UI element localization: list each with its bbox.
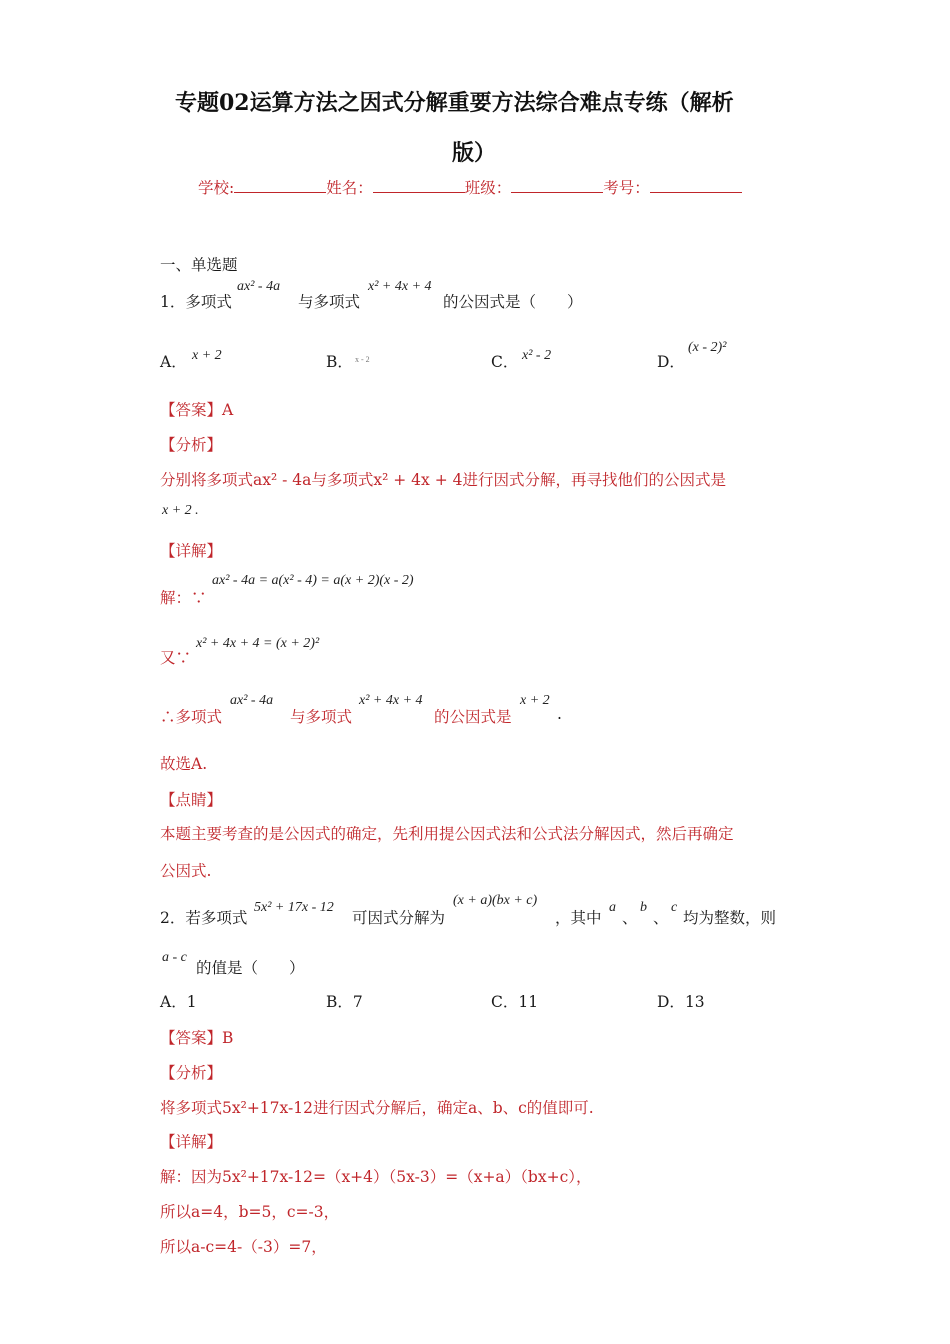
school-blank[interactable] <box>234 178 326 193</box>
q2-option-d[interactable] <box>657 990 705 1012</box>
q2-detail-line3: 所以a-c=4-（-3）=7， <box>160 1238 327 1256</box>
q1-detail-line3-poly1: ax² - 4a <box>230 693 274 708</box>
q1-detail-line3-result: x + 2 <box>520 693 550 708</box>
q2-factored: (x + a)(bx + c) <box>453 893 538 908</box>
q2-option-a[interactable] <box>160 990 197 1012</box>
q2-option-c[interactable] <box>491 990 538 1012</box>
q1-poly1: ax² - 4a <box>237 279 281 294</box>
q1-detail-line1-prefix: 解：∵ <box>160 589 207 607</box>
q2-analysis-line: 将多项式5x²+17x-12进行因式分解后，确定a、b、c的值即可. <box>160 1099 594 1117</box>
page-title-line2: 版） <box>452 140 497 166</box>
q2-sep2: 、 <box>653 909 669 927</box>
q2-option-a-value: 1 <box>186 993 197 1011</box>
q2-var-a: a <box>609 900 616 915</box>
q1-detail-line3-suffix: 的公因式是 <box>434 708 512 726</box>
q1-conclusion: 故选A. <box>160 755 208 773</box>
q1-detail-line1-math: ax² - 4a = a(x² - 4) = a(x + 2)(x - 2) <box>212 573 414 588</box>
q1-detail-line3-prefix: ∴多项式 <box>160 708 223 726</box>
q1-option-a-value: x + 2 <box>192 348 222 363</box>
exam-no-blank[interactable] <box>650 178 742 193</box>
q1-option-b-label[interactable]: B． <box>326 353 353 371</box>
q2-option-c-label: C． <box>491 993 519 1011</box>
q2-option-b-label: B． <box>326 993 353 1011</box>
q2-detail-tag: 【详解】 <box>160 1133 223 1151</box>
q2-option-b-value: 7 <box>352 993 363 1011</box>
q1-analysis-line2: x + 2 . <box>162 503 199 518</box>
q2-stem-mid: 可因式分解为 <box>352 909 446 927</box>
q1-answer-tag: 【答案】A <box>160 401 234 419</box>
q2-option-a-label: A． <box>160 993 187 1011</box>
q1-detail-line3-end: . <box>557 705 562 723</box>
q1-option-c-value: x² - 2 <box>522 348 552 363</box>
name-blank[interactable] <box>373 178 465 193</box>
q1-option-c-label[interactable]: C． <box>491 353 519 371</box>
q1-detail-line3-poly2: x² + 4x + 4 <box>359 693 423 708</box>
q2-stem-mid2: ，其中 <box>555 909 602 927</box>
class-blank[interactable] <box>511 178 603 193</box>
q1-detail-line2-math: x² + 4x + 4 = (x + 2)² <box>196 636 320 651</box>
q1-poly2: x² + 4x + 4 <box>368 279 432 294</box>
q2-detail-line2: 所以a=4，b=5，c=-3， <box>160 1203 340 1221</box>
q2-poly: 5x² + 17x - 12 <box>254 900 334 915</box>
q2-stem-line2-math: a - c <box>162 950 187 965</box>
school-label: 学校: <box>198 179 235 197</box>
q2-var-b: b <box>640 900 647 915</box>
q1-remark-line1: 本题主要考查的是公因式的确定，先利用提公因式法和公式法分解因式，然后再确定 <box>160 825 734 843</box>
q2-var-c: c <box>671 900 678 915</box>
exam-no-label: 考号： <box>603 179 650 197</box>
q1-stem-suffix: 的公因式是（ ） <box>443 293 583 311</box>
q1-stem-mid: 与多项式 <box>298 293 361 311</box>
q1-detail-line2-prefix: 又∵ <box>160 649 192 667</box>
q1-analysis-tag: 【分析】 <box>160 436 223 454</box>
q1-analysis-line1: 分别将多项式ax² - 4a与多项式x² + 4x + 4进行因式分解，再寻找他们的公因式是 <box>160 471 726 489</box>
q2-stem-line2-text: 的值是（ ） <box>196 959 305 977</box>
q2-answer-tag: 【答案】B <box>160 1029 234 1047</box>
class-label: 班级： <box>464 179 512 197</box>
q2-analysis-tag: 【分析】 <box>160 1064 223 1082</box>
q2-stem-prefix: 2．若多项式 <box>160 909 248 927</box>
q2-stem-suffix: 均为整数，则 <box>683 909 777 927</box>
q2-sep1: 、 <box>622 909 638 927</box>
q1-detail-tag: 【详解】 <box>160 542 223 560</box>
q2-option-b[interactable] <box>326 990 363 1012</box>
q1-stem-prefix: 1．多项式 <box>160 293 232 311</box>
q2-option-d-label: D． <box>657 993 685 1011</box>
q1-detail-line3-mid: 与多项式 <box>290 708 353 726</box>
q1-remark-line2: 公因式. <box>160 862 212 880</box>
q1-option-d-value: (x - 2)² <box>688 340 727 355</box>
section-label: 一、单选题 <box>160 256 238 274</box>
q2-option-d-value: 13 <box>684 993 705 1011</box>
q2-detail-line1: 解：因为5x²+17x-12=（x+4）（5x-3）=（x+a）（bx+c）， <box>160 1168 592 1186</box>
name-label: 姓名： <box>326 179 373 197</box>
q1-option-b-value: x - 2 <box>355 355 370 364</box>
q2-option-c-value: 11 <box>518 993 539 1011</box>
page-title-line1: 专题02运算方法之因式分解重要方法综合难点专练（解析 <box>175 90 734 116</box>
q1-option-a-label[interactable]: A． <box>160 353 187 371</box>
q1-option-d-label[interactable]: D． <box>657 353 685 371</box>
info-fields-row <box>198 176 742 198</box>
q1-remark-tag: 【点睛】 <box>160 791 223 809</box>
